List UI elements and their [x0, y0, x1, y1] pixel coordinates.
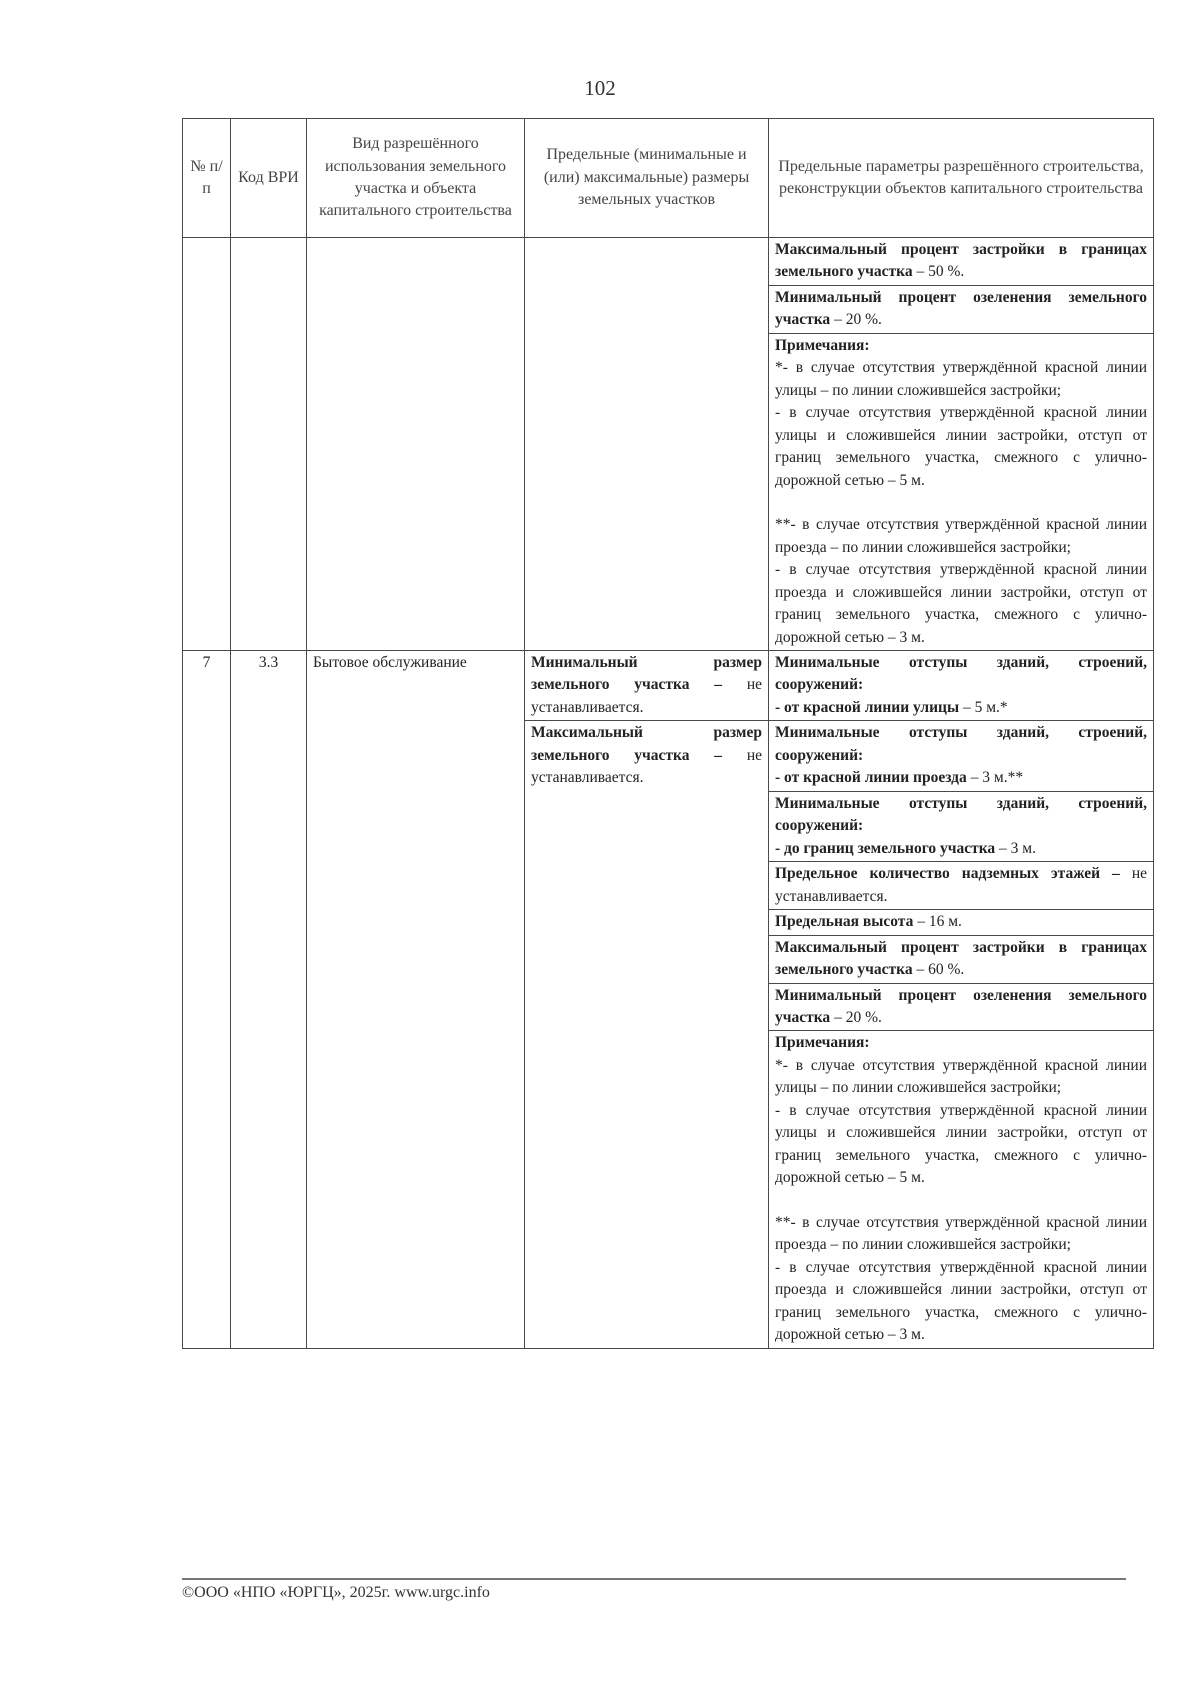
- max-plot-size: [525, 721, 769, 1348]
- param-max-build-percent: [769, 935, 1154, 983]
- param-label: Предельная высота: [775, 913, 914, 931]
- regulations-table: [182, 118, 1154, 1349]
- param-value: – 16 м.: [913, 913, 962, 931]
- param-label: Максимальный процент застройки в границах земельного участка: [775, 241, 1147, 281]
- vri-code: 3.3: [231, 650, 307, 1348]
- param-value: – 60 %.: [912, 961, 965, 979]
- param-label: Минимальные отступы зданий, строений, сооружений:: [775, 794, 1147, 835]
- param-notes: [769, 1031, 1154, 1348]
- cell-num-empty: [183, 238, 231, 651]
- table-row: [183, 238, 1154, 286]
- param-label: Предельное количество надземных этажей –: [775, 865, 1120, 883]
- notes-title: Примечания:: [775, 1034, 870, 1052]
- param-value: – 3 м.: [995, 839, 1036, 857]
- param-label: Минимальный процент озеленения земельного участка: [775, 986, 1147, 1026]
- row-number: 7: [183, 650, 231, 1348]
- size-label: Минимальный размер земельного участка –: [531, 653, 762, 694]
- param-value: не устанавливается.: [775, 865, 1147, 905]
- param-setback-street: [769, 650, 1154, 720]
- notes-passage: **- в случае отсутствия утверждённой красной линии проезда – по линии сложившейся застройки; - в случае отсутствия утверждённой красной линии проезда и сложившейся линии застройки, отступ от границ земельного участка, смежного с улично-дорожной сетью – 3 м.: [775, 1213, 1147, 1344]
- header-num: № п/п: [183, 119, 231, 238]
- param-value: – 3 м.**: [966, 769, 1024, 787]
- param-min-green-percent: [769, 983, 1154, 1031]
- param-label: Минимальный процент озеленения земельного участка: [775, 288, 1147, 329]
- param-setback-passage: [769, 721, 1154, 791]
- param-setback-boundary: [769, 791, 1154, 861]
- table-row: [183, 650, 1154, 720]
- header-code: Код ВРИ: [231, 119, 307, 238]
- notes-street: *- в случае отсутствия утверждённой красной линии улицы – по линии сложившейся застройки; - в случае отсутствия утверждённой красной линии улицы и сложившейся линии застройки, отступ от границ земельного участка, смежного с улично-дорожной сетью – 5 м.: [775, 1056, 1147, 1187]
- min-plot-size: [525, 650, 769, 720]
- param-line-label: - до границ земельного участка: [775, 839, 996, 857]
- param-notes: [769, 333, 1154, 650]
- param-label: Минимальные отступы зданий, строений, сооружений:: [775, 653, 1147, 694]
- cell-code-empty: [231, 238, 307, 651]
- header-sizes: Предельные (минимальные и (или) максимальные) размеры земельных участков: [525, 119, 769, 238]
- notes-street: *- в случае отсутствия утверждённой красной линии улицы – по линии сложившейся застройки; - в случае отсутствия утверждённой красной линии улицы и сложившейся линии застройки, отступ от границ земельного участка, смежного с улично-дорожной сетью – 5 м.: [775, 359, 1147, 489]
- table-header-row: [183, 119, 1154, 238]
- size-value: не устанавливается.: [531, 746, 763, 787]
- param-max-build-percent: [769, 238, 1154, 286]
- footer-divider: [182, 1578, 1126, 1580]
- param-floors: [769, 862, 1154, 910]
- vri-name: Бытовое обслуживание: [307, 650, 525, 1348]
- param-height: [769, 910, 1154, 935]
- param-value: – 20 %.: [830, 1009, 882, 1026]
- param-value: – 5 м.*: [959, 698, 1008, 716]
- param-line-label: - от красной линии улицы: [775, 698, 960, 716]
- header-vri: Вид разрешённого использования земельного участка и объекта капитального строительства: [307, 119, 525, 238]
- page-number: 102: [584, 76, 616, 100]
- notes-title: Примечания:: [775, 336, 870, 354]
- notes-passage: **- в случае отсутствия утверждённой красной линии проезда – по линии сложившейся застройки; - в случае отсутствия утверждённой красной линии проезда и сложившейся линии застройки, отступ от границ земельного участка, смежного с улично-дорожной сетью – 3 м.: [775, 516, 1147, 646]
- param-value: – 20 %.: [830, 311, 882, 329]
- footer-copyright: ©ООО «НПО «ЮРГЦ», 2025г. www.urgc.info: [182, 1584, 490, 1601]
- param-label: Минимальные отступы зданий, строений, сооружений:: [775, 724, 1147, 764]
- param-label: Максимальный процент застройки в границах земельного участка: [775, 938, 1147, 979]
- cell-vri-empty: [307, 238, 525, 651]
- header-params: Предельные параметры разрешённого строительства, реконструкции объектов капитального строительства: [769, 119, 1154, 238]
- size-value: не устанавливается.: [531, 676, 763, 716]
- cell-sizes-empty: [525, 238, 769, 651]
- param-min-green-percent: [769, 285, 1154, 333]
- param-value: – 50 %.: [912, 263, 965, 281]
- param-line-label: - от красной линии проезда: [775, 769, 967, 787]
- size-label: Максимальный размер земельного участка –: [531, 724, 762, 764]
